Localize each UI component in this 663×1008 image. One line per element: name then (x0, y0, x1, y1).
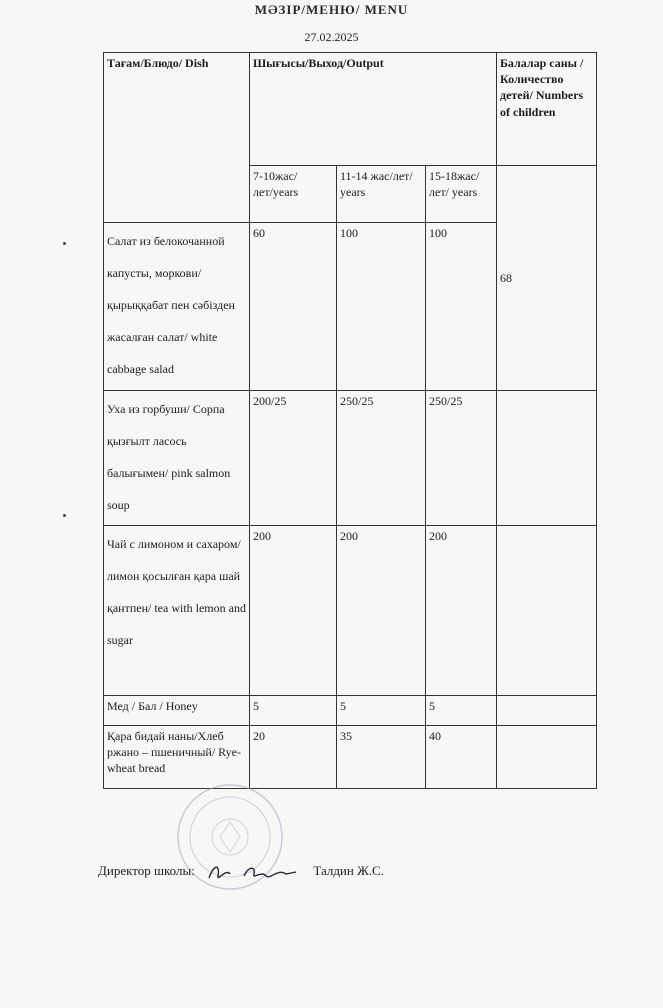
children-empty-cell (497, 726, 597, 789)
age-group-15-18: 15-18жас/лет/ years (426, 166, 497, 223)
children-count: 68 (497, 166, 597, 391)
scan-speck (63, 514, 66, 517)
table-row (104, 391, 597, 526)
portion-11-14: 200 (337, 526, 426, 696)
portion-11-14: 35 (337, 726, 426, 789)
menu-date: 27.02.2025 (304, 30, 359, 44)
scan-speck (63, 242, 66, 245)
portion-15-18: 250/25 (426, 391, 497, 526)
dish-name-text: Уха из горбуши/ Сорпа қызғылт ласось балығымен/ pink salmon soup (107, 402, 231, 512)
director-label: Директор школы: (98, 862, 195, 878)
portion-11-14: 5 (337, 696, 426, 726)
portion-7-10: 200/25 (250, 391, 337, 526)
page-title: МӘЗІР/МЕНЮ/ MENU (254, 2, 409, 17)
portion-15-18: 40 (426, 726, 497, 789)
portion-11-14: 100 (337, 223, 426, 391)
portion-11-14: 250/25 (337, 391, 426, 526)
output-column-header: Шығысы/Выход/Output (250, 53, 497, 166)
portion-15-18: 200 (426, 526, 497, 696)
dish-name-text: Чай с лимоном и сахаром/ лимон қосылған қара шай қантпен/ tea with lemon and sugar (107, 537, 246, 647)
dish-name (104, 391, 250, 526)
table-row (104, 526, 597, 696)
portion-7-10: 5 (250, 696, 337, 726)
children-empty-cell (497, 391, 597, 526)
director-signature-line (98, 860, 578, 884)
age-group-11-14: 11-14 жас/лет/ years (337, 166, 426, 223)
table-row (104, 726, 597, 789)
children-column-header: Балалар саны /Количество детей/ Numbers of children (497, 53, 597, 166)
menu-table (103, 52, 597, 789)
dish-column-header: Тағам/Блюдо/ Dish (104, 53, 250, 223)
age-group-7-10: 7-10жас/лет/years (250, 166, 337, 223)
table-header-row (104, 53, 597, 166)
table-row (104, 696, 597, 726)
dish-name (104, 526, 250, 696)
children-empty-cell (497, 696, 597, 726)
portion-7-10: 60 (250, 223, 337, 391)
portion-15-18: 5 (426, 696, 497, 726)
dish-name: Қара бидай наны/Хлеб ржано – пшеничный/ Rye-wheat bread (104, 726, 250, 789)
children-empty-cell (497, 526, 597, 696)
handwritten-signature (204, 860, 304, 884)
director-name: Талдин Ж.С. (313, 862, 384, 878)
dish-name: Мед / Бал / Honey (104, 696, 250, 726)
portion-7-10: 200 (250, 526, 337, 696)
dish-name-text: Салат из белокочанной капусты, моркови/ қырыққабат пен сәбізден жасалған салат/ white cabbage salad (107, 234, 235, 376)
dish-name (104, 223, 250, 391)
portion-7-10: 20 (250, 726, 337, 789)
portion-15-18: 100 (426, 223, 497, 391)
